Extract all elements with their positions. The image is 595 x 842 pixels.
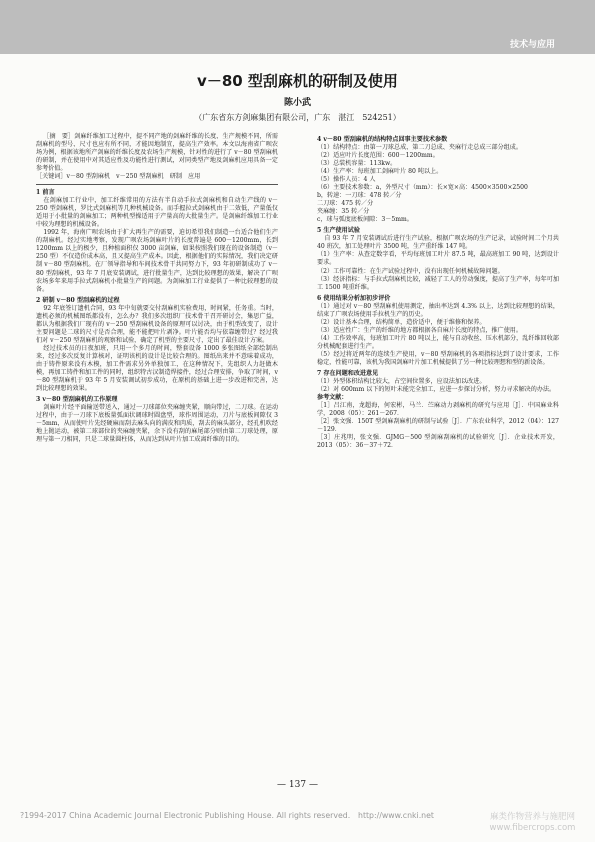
section-label: 技术与应用 xyxy=(509,40,555,50)
list-item: 二刀球：475 转／分 xyxy=(317,200,374,208)
section-heading-principle: 3 v－80 型刮麻机的工作原理 xyxy=(36,395,118,403)
paragraph: 剑麻叶片经平面输送带送入，通过一刀球部位夹麻缠夹紧，顺向带过，二刀球。在运动过程中，由于一刀球下底板量弧面状调球时圆盘型，球作周围运动，刀片与底板间隙仅 3－5mm，从而使叶片先经硬麻而刮去麻头向的满皮和肉质，刮去的麻头部分，经孔机吹经地上抛运动，被第二球部位的夹麻缠夹紧，余下没有刮的麻尾部分则由第二刀球处理，原理与第一刀相同，只是二球量圆柱体，从而达到从叶片加工成离纤维的目的。 xyxy=(36,404,278,444)
list-item: （1）通过对 v－80 型刮麻机使用测定，抽出率达到 4.3% 以上，达到比较理想的结果，结束了广呗农场使用手拉机生产的历史。 xyxy=(317,302,559,318)
paragraph: 1992 年，海南广呗农场由于扩大再生产的需要，迫切希望我们制造一台适合他们生产的刮麻机。经过实地考察，发现广呗农场剑麻叶片的长度普遍是 600－1200mm，长到 1200mm 以上的极少，且种植面积仅 3000 亩剑麻，如果按照我们现在的设备制造（v－250 型）不仅造价成本高，且又提高生产成本。因此，根据他们的实际情况，我们决定研制 v－80 型刮麻机。在厂领导指导和车间技术骨干共同努力下，93 年初研制成功了 v－80 型刮麻机，93 年 7 月底安装调试，进行批量生产，达到比较理想的效果，解决了广呗农场多年来用手拉式刮麻机小批量生产的问题。为剑麻加工行业提供了一种比较理想的设备。 xyxy=(36,229,278,293)
left-column xyxy=(36,133,278,444)
list-item: （5）经过将近两年的连续生产使用，v－80 型刮麻机的各项指标达到了设计要求，工作稳定，性能可靠，该机为我国剑麻叶片加工机械提供了另一种比较理想和型的新设备。 xyxy=(317,350,559,366)
section-heading-development: 2 研制 v－80 型刮麻机的过程 xyxy=(36,296,120,304)
watermark-line-2: www.fibercrops.com xyxy=(489,823,576,834)
running-header-band xyxy=(0,0,595,54)
paragraph: 自 93 年 7 月安装调试后进行生产试验，根据广呗农场的生产记录，试验时间二个月共 40 班次，加工处理叶片 3500 吨，生产重纤维 147 吨。 xyxy=(317,235,559,251)
reference-item: ［2］张文强．150T 型剑麻刮麻机的研制与试验［J］．广东农业科学，2012（04）：127－129． xyxy=(317,418,559,434)
paragraph: 92 年底签订遗机合同，93 年中旬就要交付刮麻机实验费用，时间紧，任务重。当时，遗机必须的机械图纸都没有，怎么办？我们多次组织厂技术骨干召开研讨会，集思广益，都认为根据我们厂现有的 v－250 型刮麻机设备的原理可以讨决，由于机型改变了，设计主要问题是二球的尺寸是否合理，能不能把叶片剥净。叶片能否均与依靠缠带过？经过我们对 v－250 型刮麻机的观察和试验，确定了机型的主要尺寸，定出了最佳设计方案。 xyxy=(36,304,278,344)
copyright-line: ?1994-2017 China Academic Journal Electronic Publishing House. All rights reserved. http://www.cnki.net xyxy=(20,811,434,820)
reference-item: ［1］吕江南，龙超海，何宏彬，马兰．苎麻动力剥麻机的研究与应用［J］．中国麻业科学，2008（05）：261－267． xyxy=(317,402,559,418)
list-item: （1）生产率：从查定数字看，平均每班加工叶片 87.5 吨，最高班加工 90 吨，达到设计要求。 xyxy=(317,251,559,267)
list-item: （3）适应性广：生产的纤维的地方都根据各自麻片长度的特点，推广使用。 xyxy=(317,326,522,334)
page-number: — 137 — xyxy=(277,780,318,790)
paragraph: 经过技术员的日夜加班，只用一个多月的时间，整套设备 1000 多张图纸全部绘制出来，经过多次反复计算核对，证明该机的设计是比较合理的。图纸出来并不意味着成功，由于铸件原来没有木模，加工件需求另外单独加工，在这种情况下，先组织人力赶做木模，再加工铸件和加工件的同时，组织特古汉制造焊接件，经过合理安排，争取了时间，v－80 型刮麻机于 93 年 5 月安装调试初步成功，在原机的基础上进一步改进和完善，达到比较理想的效果。 xyxy=(36,344,278,392)
list-item: （2）适应叶片长度范围：600－1200mm。 xyxy=(317,152,439,160)
section-heading-structure: 4 v－80 型刮麻机的结构特点回事主要技术参数 xyxy=(317,136,448,143)
section-heading-analysis: 6 使用结果分析加初步评价 xyxy=(317,294,391,302)
references-heading: 参考文献： xyxy=(317,393,348,401)
list-item: （1）结构特点：由第一刀球总成、第二刀总成、夹麻行走总成三部分组成。 xyxy=(317,144,522,152)
list-item: （2）设计基本合理，结构简单，造价适中，便于维修和保养。 xyxy=(317,318,486,326)
author-affiliation: （广东省东方剑麻集团有限公司，广东 湛江 524251） xyxy=(194,113,401,122)
abstract-block xyxy=(36,133,278,185)
list-item: （4）工作效率高，每班加工叶片 80 吨以上，能与自动收丝、压水机部分，乱纤维回收部分机械配套进行生产。 xyxy=(317,334,559,350)
list-item: （6）主要技术参数：a，外型尺寸（mm）：长×宽×高：4500×3500×2500 xyxy=(317,184,528,192)
watermark-line-1: 麻类作物营养与施肥网 xyxy=(489,812,575,822)
list-item: c，球与弧度底板间隙：3－5mm。 xyxy=(317,216,413,224)
list-item: （3）经济指标：与手拉式刮麻机比较，减轻了工人的劳动强度，提高了生产率，每年可加工 1500 吨重纤维。 xyxy=(317,275,559,291)
article-author: 陈小武 xyxy=(283,98,311,108)
abstract-text: ［摘 要］剑麻纤维加工过程中，提不同产地的剑麻纤维的长度、生产规模不同，所需刮麻机的型号、尺寸也应有所不同，才能因地制宜，提高生产效率。本文以海南省广呗农场为例，根据该地所产剑麻的纤维长度及农场生产规模，针对性的进行了 v－80 型刮麻机的研制，并在使用中对其适应性及功能性进行测试，对同类型产地及剑麻机应用具备一定参考价值。 xyxy=(36,133,278,173)
section-heading-trial: 5 生产使用试验 xyxy=(317,227,360,235)
right-column xyxy=(317,133,559,450)
list-item: （2）对 600mm 以下的短叶未能完全加工，应进一步探讨分析，努力寻求解决的办法。 xyxy=(317,385,556,393)
list-item: 夹麻缠：35 转／分 xyxy=(317,208,370,216)
article-title: v－80 型刮麻机的研制及使用 xyxy=(197,72,398,90)
keywords-text: ［关键词］v－80 型刮麻机 v－250 型刮麻机 研制 应用 xyxy=(36,173,201,181)
list-item: （2）工作可靠性：在生产试验过程中，没有出现任何机械故障问题。 xyxy=(317,267,504,275)
section-heading-issues: 7 存在问题和改进意见 xyxy=(317,369,379,377)
site-watermark xyxy=(470,812,595,834)
list-item: （3）总装机容量：113kw。 xyxy=(317,160,397,168)
section-heading-intro: 1 前言 xyxy=(36,189,55,197)
list-item: （1）外型体积结构比较大，占空间位置多，应设法加以改进。 xyxy=(317,377,486,385)
list-item: （5）操作人员：4 人 xyxy=(317,176,376,184)
list-item: （4）生产率：每班加工剑麻叶片 80 吨以上。 xyxy=(317,168,443,176)
list-item: b，转速：一刀球：478 转／分 xyxy=(317,192,402,200)
paragraph: 在剑麻加工行业中，加工纤维常用的方法有半自动手拉式剑麻机和自动生产线的 v－250 型剑麻机，罗比式剑麻机等几种机械设备。而手握拉式剑麻机由于二效低，产量低仅适用于小批量的剑麻加工；两种机型操适用于产量高的大批量生产。是剑麻纤维加工行业中较为理想的机械设备。 xyxy=(36,197,278,229)
reference-item: ［3］庄兆明，张文强．GJMG－500 型剑麻刮麻机的试验研究［J］．企业技术开发，2013（05）：36－37＋72． xyxy=(317,434,559,450)
